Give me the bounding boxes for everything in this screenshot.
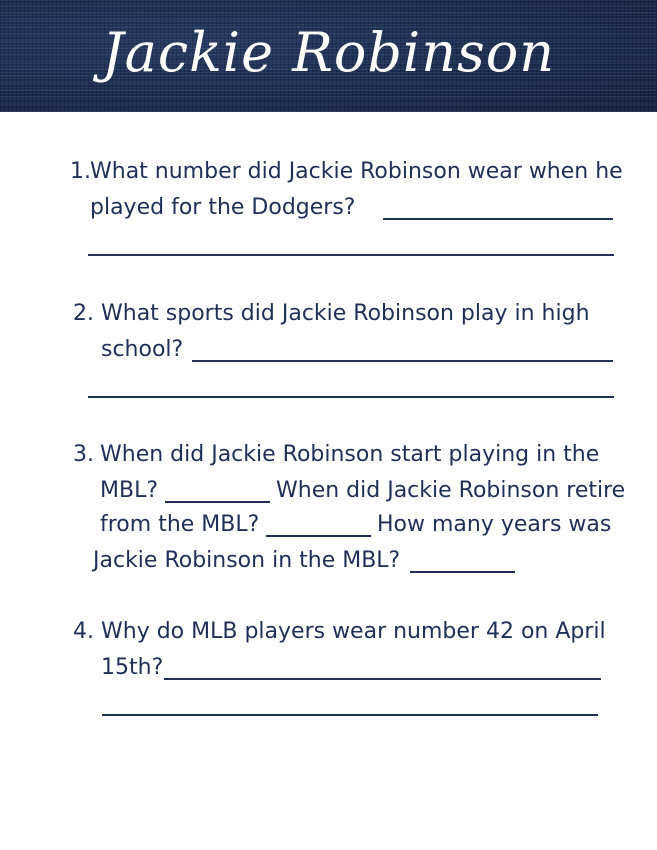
answer-line[interactable] <box>192 360 613 362</box>
question-3-line-3a: from the MBL? <box>100 512 260 537</box>
answer-line[interactable] <box>88 254 614 256</box>
answer-line[interactable] <box>266 535 371 537</box>
question-4-number: 4. <box>73 619 94 644</box>
question-2-number: 2. <box>73 301 94 326</box>
question-3-line-1: When did Jackie Robinson start playing in the <box>100 442 600 467</box>
question-3-line-3b: How many years was <box>377 512 612 537</box>
answer-line[interactable] <box>383 218 613 220</box>
question-1-line-1: What number did Jackie Robinson wear when he <box>90 159 623 184</box>
question-2-line-1: What sports did Jackie Robinson play in high <box>101 301 590 326</box>
question-3-line-2b: When did Jackie Robinson retire <box>276 478 626 503</box>
page-title: Jackie Robinson <box>102 21 555 84</box>
answer-line[interactable] <box>164 678 601 680</box>
question-2-line-2: school? <box>101 337 184 362</box>
question-1-line-2: played for the Dodgers? <box>90 195 356 220</box>
question-3-line-4: Jackie Robinson in the MBL? <box>93 548 401 573</box>
answer-line[interactable] <box>102 714 598 716</box>
answer-line[interactable] <box>410 571 515 573</box>
question-1-number: 1. <box>70 159 91 184</box>
question-4-line-1: Why do MLB players wear number 42 on April <box>101 619 606 644</box>
question-3-number: 3. <box>73 442 94 467</box>
answer-line[interactable] <box>165 501 270 503</box>
question-3-line-2a: MBL? <box>100 478 159 503</box>
question-4-line-2: 15th? <box>101 655 164 680</box>
answer-line[interactable] <box>88 396 614 398</box>
